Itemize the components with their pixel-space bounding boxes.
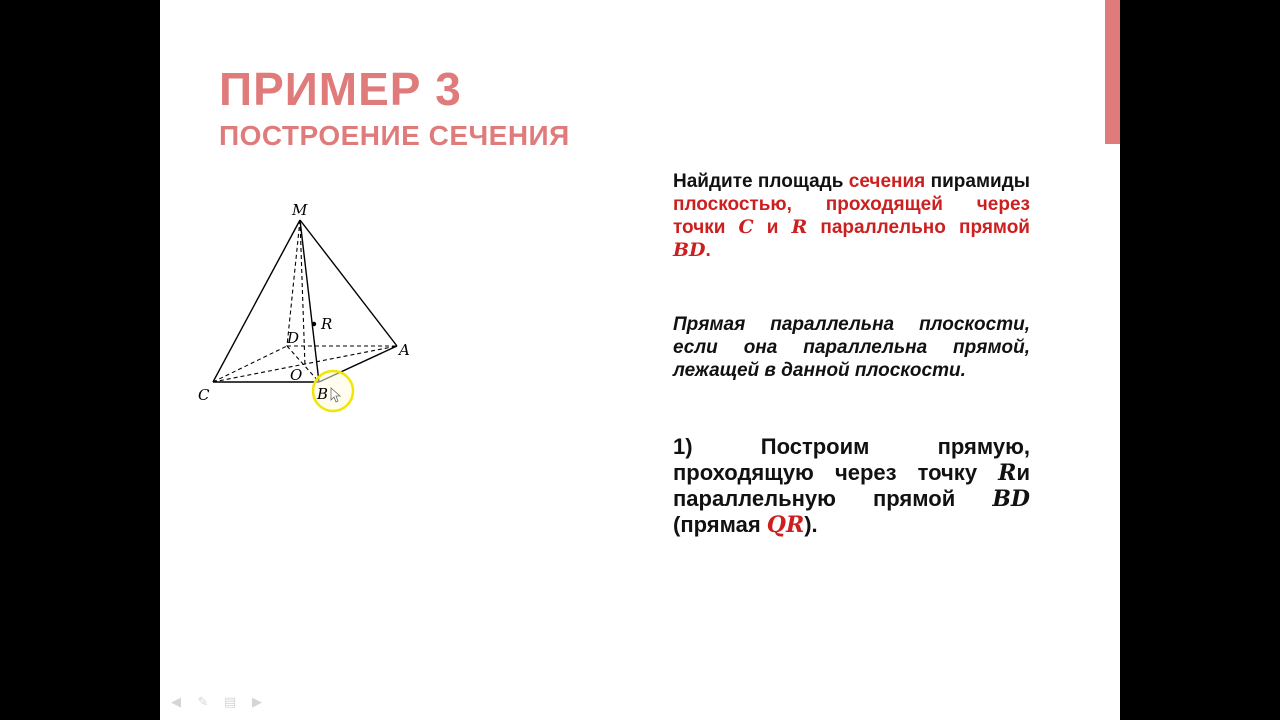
pyramid-diagram (185, 195, 485, 420)
problem-highlight: плоскостью, проходящей через точки (673, 194, 1030, 238)
diagonal-CA (213, 346, 397, 382)
edge-MD (287, 220, 300, 346)
step-text: 1) Построим прямую, проходящую через точку (673, 434, 1030, 485)
slide-subtitle: ПОСТРОЕНИЕ СЕЧЕНИЯ (219, 120, 570, 151)
math-BD: BD (673, 239, 706, 261)
problem-highlight: и (753, 217, 792, 238)
label-C: C (198, 386, 210, 404)
pen-icon[interactable]: ✎ (197, 695, 209, 710)
point-R (312, 322, 316, 326)
problem-highlight: . (705, 240, 711, 261)
problem-statement (673, 170, 1030, 262)
theorem-statement: Прямая параллельна плоскости, если она параллельна прямой, лежащей в данной плоскости. (673, 314, 1030, 381)
slideshow-nav (168, 696, 265, 712)
arrow-left-icon[interactable]: ◀ (171, 695, 181, 710)
label-R: R (321, 315, 333, 333)
math-BD: BD (992, 486, 1030, 512)
label-A: A (399, 341, 410, 359)
math-QR: QR (766, 512, 805, 538)
math-R: R (998, 460, 1017, 486)
label-B: B (317, 385, 329, 403)
problem-highlight: сечения (848, 171, 926, 192)
label-O: O (290, 366, 303, 384)
arrow-right-icon[interactable]: ▶ (252, 695, 262, 710)
problem-text: пирамиды (925, 171, 1030, 192)
label-D: D (287, 329, 300, 347)
step-text: ). (804, 512, 818, 537)
step-text: и параллельную прямой (673, 460, 1030, 511)
edge-MA (300, 220, 397, 346)
slide-title: ПРИМЕР 3 (219, 63, 462, 115)
step-1 (673, 434, 1030, 538)
slide (160, 0, 1120, 720)
problem-text: Найдите площадь (673, 171, 849, 192)
menu-icon[interactable]: ▤ (223, 695, 237, 710)
math-C: C (738, 216, 754, 238)
label-M: M (292, 201, 308, 219)
pyramid-svg (185, 195, 485, 420)
problem-highlight: параллельно прямой (807, 217, 1030, 238)
edge-CD (213, 346, 287, 382)
math-R: R (791, 216, 808, 238)
step-text: (прямая (673, 512, 767, 537)
edge-MB (300, 220, 319, 382)
edge-MC (213, 220, 303, 384)
accent-bar (1105, 0, 1120, 144)
